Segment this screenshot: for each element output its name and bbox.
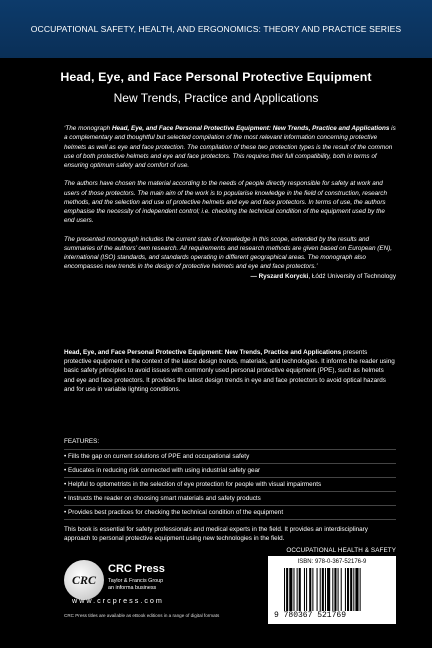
publisher-url[interactable]: www.crcpress.com bbox=[72, 596, 164, 605]
publisher-tagline: an informa business bbox=[108, 585, 157, 591]
subject-category: OCCUPATIONAL HEALTH & SAFETY bbox=[286, 547, 396, 554]
barcode-digits: 9 780367 521769 bbox=[274, 611, 347, 620]
publisher-group: Taylor & Francis Group bbox=[108, 578, 164, 584]
quote-attribution bbox=[64, 272, 396, 281]
crc-logo-icon: CRC bbox=[64, 560, 104, 600]
ebook-footnote: CRC Press titles are available as eBook editions in a range of digital formats bbox=[64, 613, 220, 618]
book-subtitle: New Trends, Practice and Applications bbox=[113, 91, 319, 105]
series-band bbox=[0, 0, 432, 58]
publisher-logo bbox=[64, 560, 194, 604]
quote-paragraph-3: The presented monograph includes the current state of knowledge in this scope, extended by the results and summaries of the authors’ own research. All requirements and research methods are given based on European (EN), international (ISO) standards, and standards operating in different geographical areas. The monograph also encompasses new trends in the design of protective helmets and eye and face protectors.’ bbox=[64, 235, 393, 271]
feature-item: • Provides best practices for checking the technical condition of the equipment bbox=[64, 506, 396, 520]
description-text: presents protective equipment in the context of the latest design trends, materials, and technologies. It informs the reader using basic safety principles to avoid issues with commonly used personal protective equipment (PPE), such as helmets and eye and face protectors. It provides the latest design trends in eye and face protectors to avoid optical hazards and for use in variable lighting conditions. bbox=[64, 349, 395, 393]
quote-book-title: Head, Eye, and Face Personal Protective Equipment: New Trends, Practice and Applications bbox=[111, 125, 390, 132]
reviewer-name: — Ryszard Korycki bbox=[250, 272, 309, 280]
series-name: OCCUPATIONAL SAFETY, HEALTH, AND ERGONOMICS: THEORY AND PRACTICE SERIES bbox=[30, 24, 402, 34]
barcode-box bbox=[268, 556, 396, 624]
features-section bbox=[64, 438, 396, 520]
features-list bbox=[64, 449, 396, 520]
closing-paragraph: This book is essential for safety professionals and medical experts in the field. It provides an interdisciplinary approach to personal protective equipment using new technologies in the field. bbox=[64, 526, 368, 543]
isbn-label: ISBN: 978-0-367-52176-9 bbox=[297, 559, 367, 565]
review-quote bbox=[64, 124, 396, 281]
book-description bbox=[64, 348, 396, 394]
quote-paragraph-2: The authors have chosen the material according to the needs of people directly responsible for safety at work and users of those protectors. The main aim of the work is to popularise knowledge in the field of construction, research methods, and the selection and use of protective helmets and eye and face protectors. In terms of use, the authors emphasise the necessity of independent control; i.e. checking the technical condition of the equipment used by the end users. bbox=[64, 180, 387, 225]
feature-item: • Helpful to optometrists in the selection of eye protection for people with visual impairments bbox=[64, 478, 396, 492]
barcode-icon bbox=[284, 568, 388, 611]
feature-item: • Instructs the reader on choosing smart materials and safety products bbox=[64, 492, 396, 506]
feature-item: • Fills the gap on current solutions of PPE and occupational safety bbox=[64, 450, 396, 464]
quote-paragraph-1: ‘The monograph Head, Eye, and Face Personal Protective Equipment: New Trends, Practice and Applications is a complementary and thoughtful but selected compilation of the most relevant information concerning protective helmets as well as eye and face protection. The compilation of these two protection types is the result of the common use of both protective helmets and eye and face protectors. This requires their full compatibility, both in terms of ensuring optimum safety and comfort of use. bbox=[64, 125, 396, 169]
reviewer-org: , Łódź University of Technology bbox=[308, 272, 396, 280]
feature-item: • Educates in reducing risk connected with using industrial safety gear bbox=[64, 464, 396, 478]
description-title: Head, Eye, and Face Personal Protective Equipment: New Trends, Practice and Applications bbox=[64, 349, 342, 356]
publisher-name: CRC Press bbox=[108, 563, 165, 575]
features-label: FEATURES: bbox=[64, 438, 100, 445]
book-title: Head, Eye, and Face Personal Protective Equipment bbox=[60, 70, 372, 84]
title-block bbox=[0, 70, 432, 105]
